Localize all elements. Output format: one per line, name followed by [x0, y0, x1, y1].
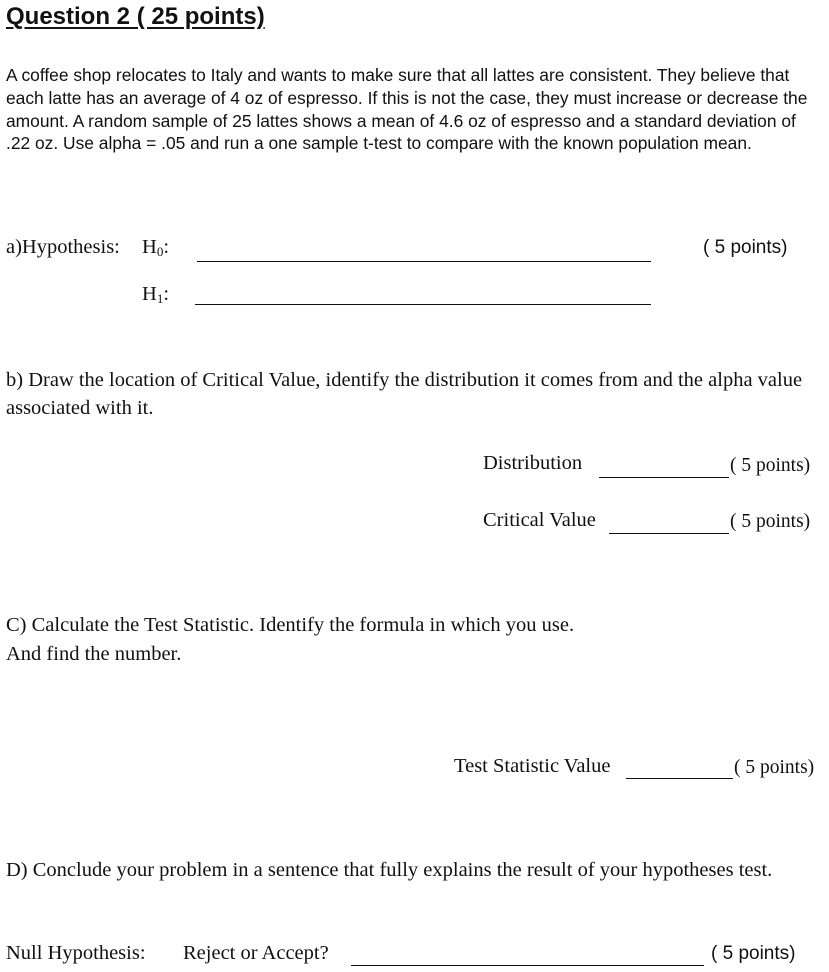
distribution-points: ( 5 points): [730, 455, 811, 476]
reject-or-accept-label: Reject or Accept?: [183, 942, 329, 964]
part-a-label: a)Hypothesis:: [6, 236, 120, 258]
conclusion-answer-blank[interactable]: [351, 965, 704, 966]
part-c-instructions: [6, 611, 574, 669]
critical-value-points: ( 5 points): [730, 511, 811, 532]
part-c-line-1: C) Calculate the Test Statistic. Identify the formula in which you use.: [6, 614, 575, 636]
distribution-answer-blank[interactable]: [599, 477, 729, 478]
critical-value-answer-blank[interactable]: [609, 533, 729, 534]
test-statistic-points: ( 5 points): [734, 757, 815, 778]
h0-symbol: $H_0$:: [142, 236, 170, 259]
problem-statement: A coffee shop relocates to Italy and wants to make sure that all lattes are consistent. They believe that each latte has an average of 4 oz of espresso. If this is not the case, they must increase or decrease the amount. A random sample of 25 lattes shows a mean of 4.6 oz of espresso and a standard deviation of .22 oz. Use alpha = .05 and run a one sample t-test to compare with the known population mean.: [6, 65, 808, 154]
test-statistic-label: Test Statistic Value: [454, 755, 611, 777]
part-d-instructions: D) Conclude your problem in a sentence that fully explains the result of your hypotheses test.: [6, 859, 773, 881]
h1-answer-blank[interactable]: [195, 304, 651, 305]
part-c-line-2: And find the number.: [6, 643, 182, 665]
question-title: Question 2 ( 25 points): [6, 3, 265, 30]
h0-answer-blank[interactable]: [197, 261, 651, 262]
critical-value-label: Critical Value: [483, 509, 596, 531]
part-d-points: ( 5 points): [711, 943, 796, 964]
test-statistic-answer-blank[interactable]: [626, 778, 733, 779]
null-hypothesis-label: Null Hypothesis:: [6, 942, 146, 964]
part-b-instructions: b) Draw the location of Critical Value, identify the distribution it comes from and the alpha value associated with it.: [6, 369, 803, 419]
distribution-label: Distribution: [483, 452, 583, 474]
part-a-points: ( 5 points): [703, 237, 788, 258]
h1-symbol: $H_1$:: [142, 283, 170, 306]
